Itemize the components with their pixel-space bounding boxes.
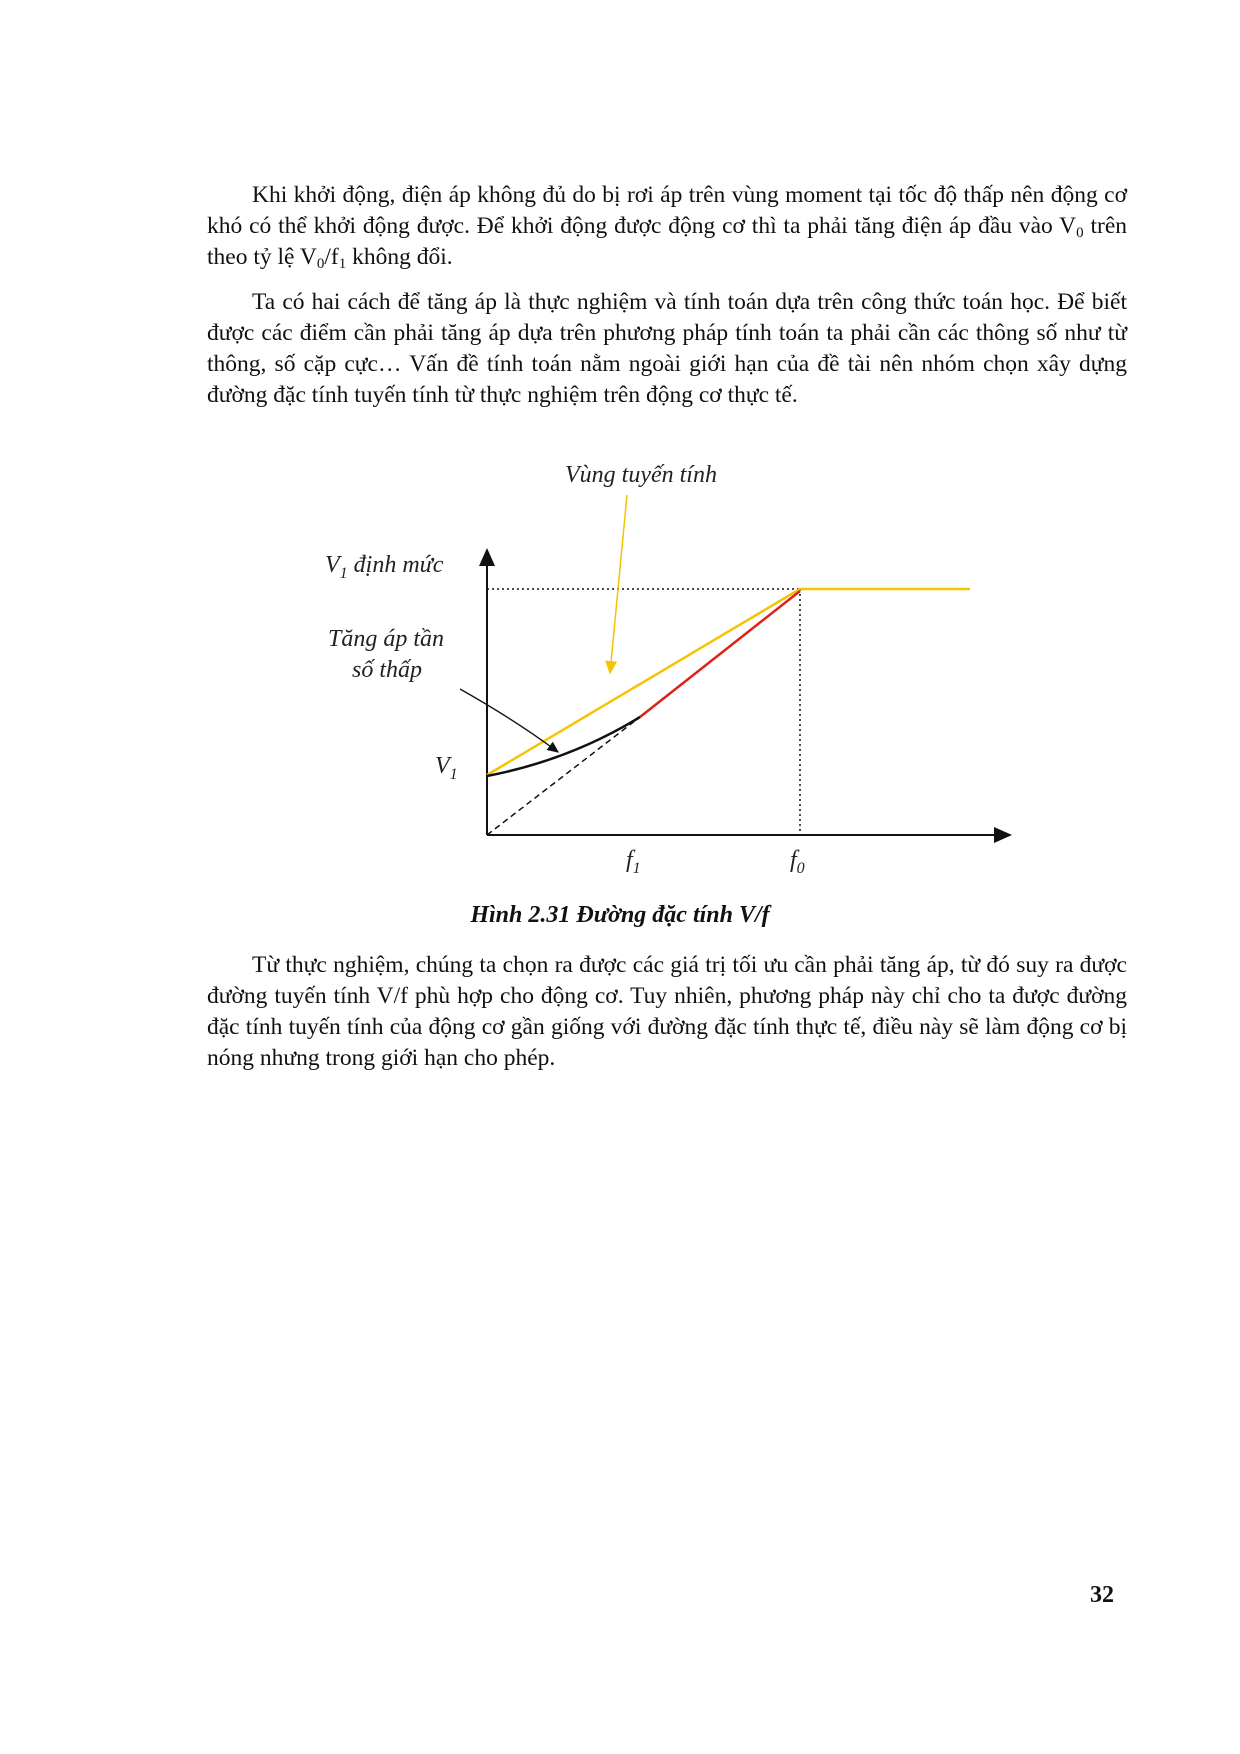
label-v1-rated: $V_1$ định mức: [325, 552, 444, 582]
boost-red-segment: [640, 591, 800, 717]
label-f1: $f_1$: [626, 847, 641, 877]
page-number: 32: [1090, 1582, 1114, 1608]
boost-curve: [487, 717, 640, 776]
paragraph-1: Khi khởi động, điện áp không đủ do bị rơi áp trên vùng moment tại tốc độ thấp nên động cơ khó có thể khởi động được. Để khởi động được động cơ thì ta phải tăng điện áp đầu vào $V_0$ trên theo tỷ lệ $V_0/f_1$ không đổi.: [207, 182, 1128, 272]
linear-region-line: [487, 589, 970, 775]
paragraph-3: Từ thực nghiệm, chúng ta chọn ra được các giá trị tối ưu cần phải tăng áp, từ đó suy ra được đường tuyến tính V/f phù hợp cho động cơ. Tuy nhiên, phương pháp này chỉ cho ta được đường đặc tính tuyến tính của động cơ gần giống với đường đặc tính thực tế, điều này sẽ làm động cơ bị nóng nhưng trong giới hạn cho phép.: [207, 952, 1127, 1071]
vf-characteristic-figure: [300, 455, 1040, 880]
label-linear-region: Vùng tuyến tính: [565, 462, 717, 488]
ideal-vf-dashed-line: [487, 717, 640, 835]
paragraph-2: Ta có hai cách để tăng áp là thực nghiệm và tính toán dựa trên công thức toán học. Để biết được các điểm cần phải tăng áp dựa trên phương pháp tính toán ta phải cần các thông số như từ thông, số cặp cực… Vấn đề tính toán nằm ngoài giới hạn của đề tài nên nhóm chọn xây dựng đường đặc tính tuyến tính từ thực nghiệm trên động cơ thực tế.: [207, 289, 1127, 408]
label-v1: $V_1$: [435, 753, 458, 783]
linear-region-arrow: [610, 495, 627, 673]
label-boost-line1: Tăng áp tần: [328, 626, 445, 652]
figure-caption: Hình 2.31 Đường đặc tính V/f: [470, 902, 770, 928]
label-f0: $f_0$: [790, 847, 805, 877]
label-boost-line2: số thấp: [352, 657, 423, 683]
